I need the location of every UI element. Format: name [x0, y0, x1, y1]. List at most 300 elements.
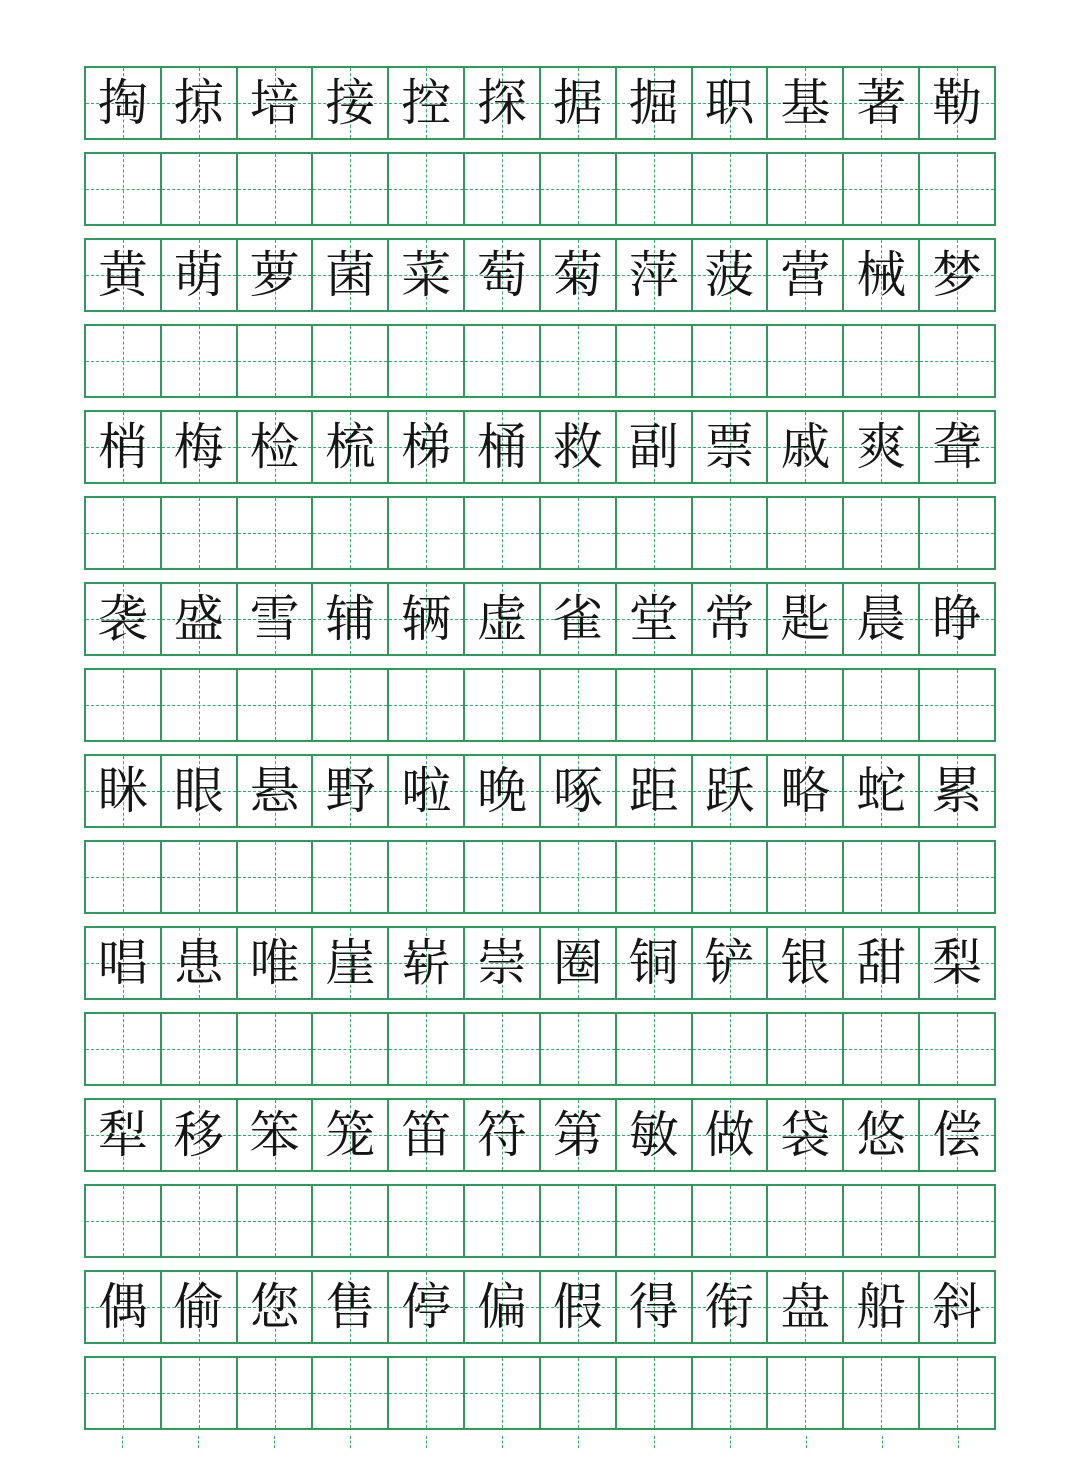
blank-practice-cell: [844, 154, 920, 224]
guide-tick: [84, 1436, 160, 1456]
character-cell: [86, 584, 162, 654]
blank-practice-cell: [162, 326, 238, 396]
blank-practice-cell: [162, 670, 238, 740]
character-cell: [313, 68, 389, 138]
character-cell: [313, 756, 389, 826]
character-cell: [162, 584, 238, 654]
blank-practice-cell: [238, 842, 314, 912]
character-cell: [844, 584, 920, 654]
blank-practice-cell: [162, 1186, 238, 1256]
character-cell: [86, 756, 162, 826]
character-cell: [920, 68, 996, 138]
character-row: [84, 410, 996, 484]
character-cell: [920, 412, 996, 482]
hanzi-character: 晨: [856, 590, 907, 648]
character-cell: [768, 756, 844, 826]
guide-tick: [540, 1436, 616, 1456]
blank-practice-cell: [465, 670, 541, 740]
character-cell: [238, 68, 314, 138]
hanzi-character: 银: [780, 934, 831, 992]
blank-practice-cell: [389, 154, 465, 224]
character-cell: [313, 412, 389, 482]
character-cell: [768, 240, 844, 310]
blank-practice-cell: [465, 154, 541, 224]
hanzi-character: 啦: [401, 762, 452, 820]
blank-practice-cell: [844, 498, 920, 568]
character-cell: [844, 756, 920, 826]
hanzi-character: 移: [173, 1106, 224, 1164]
character-cell: [238, 756, 314, 826]
hanzi-character: 偏: [477, 1278, 528, 1336]
blank-practice-cell: [617, 498, 693, 568]
blank-practice-cell: [920, 498, 996, 568]
blank-practice-cell: [920, 1358, 996, 1428]
blank-practice-cell: [389, 842, 465, 912]
character-row: [84, 582, 996, 656]
hanzi-character: 船: [856, 1278, 907, 1336]
hanzi-character: 梦: [932, 246, 983, 304]
hanzi-character: 野: [325, 762, 376, 820]
character-cell: [541, 68, 617, 138]
character-cell: [238, 240, 314, 310]
character-cell: [617, 1272, 693, 1342]
hanzi-character: 掏: [97, 74, 148, 132]
blank-practice-cell: [162, 154, 238, 224]
blank-practice-cell: [162, 1358, 238, 1428]
character-cell: [844, 240, 920, 310]
blank-practice-cell: [844, 842, 920, 912]
hanzi-character: 售: [325, 1278, 376, 1336]
character-cell: [162, 412, 238, 482]
blank-practice-cell: [465, 498, 541, 568]
blank-practice-cell: [693, 154, 769, 224]
hanzi-character: 偷: [173, 1278, 224, 1336]
blank-practice-cell: [617, 1186, 693, 1256]
blank-practice-cell: [389, 1186, 465, 1256]
guide-tick: [464, 1436, 540, 1456]
blank-practice-cell: [844, 1014, 920, 1084]
character-cell: [238, 928, 314, 998]
character-cell: [389, 240, 465, 310]
blank-practice-cell: [238, 670, 314, 740]
character-cell: [617, 240, 693, 310]
practice-row: [84, 1356, 996, 1430]
hanzi-character: 眯: [97, 762, 148, 820]
character-cell: [693, 412, 769, 482]
guide-tick: [844, 1436, 920, 1456]
blank-practice-cell: [693, 326, 769, 396]
practice-sheet: [84, 66, 996, 1442]
blank-practice-cell: [313, 154, 389, 224]
hanzi-character: 袋: [780, 1106, 831, 1164]
blank-practice-cell: [617, 670, 693, 740]
hanzi-character: 敏: [628, 1106, 679, 1164]
hanzi-character: 著: [856, 74, 907, 132]
character-cell: [844, 68, 920, 138]
character-cell: [844, 1100, 920, 1170]
blank-practice-cell: [541, 1358, 617, 1428]
character-cell: [162, 1272, 238, 1342]
hanzi-character: 晚: [477, 762, 528, 820]
hanzi-character: 笛: [401, 1106, 452, 1164]
hanzi-character: 袭: [97, 590, 148, 648]
blank-practice-cell: [313, 326, 389, 396]
character-cell: [617, 584, 693, 654]
character-row: [84, 66, 996, 140]
character-cell: [238, 1272, 314, 1342]
blank-practice-cell: [238, 154, 314, 224]
blank-practice-cell: [844, 326, 920, 396]
hanzi-character: 械: [856, 246, 907, 304]
blank-practice-cell: [768, 842, 844, 912]
character-cell: [389, 1100, 465, 1170]
blank-practice-cell: [920, 670, 996, 740]
hanzi-character: 匙: [780, 590, 831, 648]
blank-practice-cell: [313, 1186, 389, 1256]
character-cell: [541, 412, 617, 482]
hanzi-character: 崇: [477, 934, 528, 992]
character-cell: [465, 68, 541, 138]
blank-practice-cell: [313, 1358, 389, 1428]
blank-practice-cell: [768, 154, 844, 224]
guide-tick: [236, 1436, 312, 1456]
character-cell: [617, 412, 693, 482]
character-cell: [920, 584, 996, 654]
hanzi-character: 梅: [173, 418, 224, 476]
practice-row: [84, 496, 996, 570]
blank-practice-cell: [389, 1358, 465, 1428]
hanzi-character: 悬: [249, 762, 300, 820]
grid-continuation: [84, 1436, 996, 1456]
blank-practice-cell: [920, 1014, 996, 1084]
hanzi-character: 铲: [704, 934, 755, 992]
blank-practice-cell: [768, 498, 844, 568]
blank-practice-cell: [541, 498, 617, 568]
hanzi-character: 聋: [932, 418, 983, 476]
blank-practice-cell: [617, 154, 693, 224]
hanzi-character: 桶: [477, 418, 528, 476]
character-cell: [162, 240, 238, 310]
character-cell: [693, 240, 769, 310]
character-row: [84, 1098, 996, 1172]
hanzi-character: 营: [780, 246, 831, 304]
blank-practice-cell: [920, 326, 996, 396]
guide-tick: [160, 1436, 236, 1456]
blank-practice-cell: [238, 1014, 314, 1084]
character-cell: [541, 1100, 617, 1170]
character-cell: [693, 584, 769, 654]
blank-practice-cell: [768, 1186, 844, 1256]
character-cell: [465, 412, 541, 482]
hanzi-character: 盘: [780, 1278, 831, 1336]
hanzi-character: 睁: [932, 590, 983, 648]
character-cell: [768, 1272, 844, 1342]
blank-practice-cell: [162, 842, 238, 912]
blank-practice-cell: [162, 1014, 238, 1084]
character-cell: [844, 1272, 920, 1342]
guide-tick: [768, 1436, 844, 1456]
hanzi-character: 斜: [932, 1278, 983, 1336]
character-cell: [313, 584, 389, 654]
hanzi-character: 铜: [628, 934, 679, 992]
hanzi-character: 票: [704, 418, 755, 476]
blank-practice-cell: [541, 1186, 617, 1256]
hanzi-character: 甜: [856, 934, 907, 992]
character-cell: [465, 756, 541, 826]
hanzi-character: 眼: [173, 762, 224, 820]
hanzi-character: 做: [704, 1106, 755, 1164]
blank-practice-cell: [541, 154, 617, 224]
blank-practice-cell: [313, 498, 389, 568]
hanzi-character: 距: [628, 762, 679, 820]
character-cell: [465, 928, 541, 998]
blank-practice-cell: [920, 842, 996, 912]
hanzi-character: 勒: [932, 74, 983, 132]
character-cell: [541, 584, 617, 654]
hanzi-character: 崖: [325, 934, 376, 992]
character-cell: [86, 1272, 162, 1342]
character-cell: [465, 584, 541, 654]
character-cell: [238, 584, 314, 654]
blank-practice-cell: [768, 326, 844, 396]
blank-practice-cell: [844, 1358, 920, 1428]
character-cell: [693, 68, 769, 138]
hanzi-character: 圈: [552, 934, 603, 992]
hanzi-character: 梯: [401, 418, 452, 476]
hanzi-character: 衔: [704, 1278, 755, 1336]
blank-practice-cell: [389, 498, 465, 568]
practice-row: [84, 1012, 996, 1086]
character-cell: [162, 68, 238, 138]
hanzi-character: 唱: [97, 934, 148, 992]
blank-practice-cell: [465, 1014, 541, 1084]
blank-practice-cell: [541, 326, 617, 396]
hanzi-character: 常: [704, 590, 755, 648]
hanzi-character: 略: [780, 762, 831, 820]
hanzi-character: 萍: [628, 246, 679, 304]
hanzi-character: 黄: [97, 246, 148, 304]
blank-practice-cell: [844, 670, 920, 740]
blank-practice-cell: [693, 670, 769, 740]
guide-tick: [616, 1436, 692, 1456]
guide-tick: [692, 1436, 768, 1456]
guide-tick: [920, 1436, 996, 1456]
character-cell: [313, 240, 389, 310]
character-cell: [465, 1100, 541, 1170]
practice-row: [84, 152, 996, 226]
hanzi-character: 救: [552, 418, 603, 476]
hanzi-character: 患: [173, 934, 224, 992]
guide-tick: [388, 1436, 464, 1456]
blank-practice-cell: [768, 670, 844, 740]
character-row: [84, 754, 996, 828]
hanzi-character: 蛇: [856, 762, 907, 820]
blank-practice-cell: [86, 326, 162, 396]
character-cell: [162, 928, 238, 998]
blank-practice-cell: [465, 1186, 541, 1256]
character-cell: [313, 1272, 389, 1342]
character-cell: [86, 928, 162, 998]
hanzi-character: 盛: [173, 590, 224, 648]
character-cell: [313, 1100, 389, 1170]
blank-practice-cell: [541, 670, 617, 740]
character-cell: [238, 412, 314, 482]
blank-practice-cell: [313, 842, 389, 912]
hanzi-character: 检: [249, 418, 300, 476]
character-cell: [768, 68, 844, 138]
hanzi-character: 符: [477, 1106, 528, 1164]
blank-practice-cell: [389, 670, 465, 740]
hanzi-character: 菌: [325, 246, 376, 304]
hanzi-character: 您: [249, 1278, 300, 1336]
blank-practice-cell: [465, 326, 541, 396]
hanzi-character: 梨: [932, 934, 983, 992]
blank-practice-cell: [693, 1014, 769, 1084]
hanzi-character: 累: [932, 762, 983, 820]
blank-practice-cell: [465, 1358, 541, 1428]
hanzi-character: 掘: [628, 74, 679, 132]
blank-practice-cell: [86, 154, 162, 224]
blank-practice-cell: [920, 154, 996, 224]
blank-practice-cell: [768, 1014, 844, 1084]
hanzi-character: 悠: [856, 1106, 907, 1164]
character-cell: [389, 756, 465, 826]
hanzi-character: 唯: [249, 934, 300, 992]
blank-practice-cell: [86, 1358, 162, 1428]
character-cell: [920, 1272, 996, 1342]
hanzi-character: 爽: [856, 418, 907, 476]
character-cell: [86, 412, 162, 482]
blank-practice-cell: [86, 1014, 162, 1084]
hanzi-character: 萄: [477, 246, 528, 304]
blank-practice-cell: [86, 1186, 162, 1256]
character-cell: [768, 928, 844, 998]
blank-practice-cell: [541, 842, 617, 912]
character-cell: [844, 412, 920, 482]
hanzi-character: 据: [552, 74, 603, 132]
blank-practice-cell: [617, 842, 693, 912]
hanzi-character: 萌: [173, 246, 224, 304]
blank-practice-cell: [313, 670, 389, 740]
practice-row: [84, 668, 996, 742]
blank-practice-cell: [920, 1186, 996, 1256]
blank-practice-cell: [617, 326, 693, 396]
character-cell: [541, 756, 617, 826]
practice-row: [84, 324, 996, 398]
character-cell: [617, 1100, 693, 1170]
character-cell: [920, 756, 996, 826]
hanzi-character: 崭: [401, 934, 452, 992]
hanzi-character: 笨: [249, 1106, 300, 1164]
blank-practice-cell: [844, 1186, 920, 1256]
character-cell: [920, 1100, 996, 1170]
character-cell: [86, 240, 162, 310]
character-cell: [238, 1100, 314, 1170]
character-row: [84, 238, 996, 312]
character-cell: [86, 1100, 162, 1170]
hanzi-character: 梢: [97, 418, 148, 476]
character-cell: [768, 1100, 844, 1170]
hanzi-character: 跃: [704, 762, 755, 820]
blank-practice-cell: [617, 1014, 693, 1084]
hanzi-character: 掠: [173, 74, 224, 132]
character-cell: [920, 928, 996, 998]
character-cell: [313, 928, 389, 998]
blank-practice-cell: [693, 1186, 769, 1256]
character-cell: [617, 756, 693, 826]
guide-tick: [312, 1436, 388, 1456]
character-row: [84, 926, 996, 1000]
character-cell: [465, 240, 541, 310]
hanzi-character: 控: [401, 74, 452, 132]
character-cell: [389, 1272, 465, 1342]
hanzi-character: 副: [628, 418, 679, 476]
hanzi-character: 菜: [401, 246, 452, 304]
hanzi-character: 萝: [249, 246, 300, 304]
blank-practice-cell: [693, 498, 769, 568]
blank-practice-cell: [238, 1186, 314, 1256]
character-cell: [693, 756, 769, 826]
character-cell: [617, 68, 693, 138]
blank-practice-cell: [238, 498, 314, 568]
practice-row: [84, 1184, 996, 1258]
character-cell: [768, 412, 844, 482]
character-cell: [465, 1272, 541, 1342]
blank-practice-cell: [693, 1358, 769, 1428]
blank-practice-cell: [86, 498, 162, 568]
blank-practice-cell: [238, 1358, 314, 1428]
character-cell: [768, 584, 844, 654]
character-cell: [389, 68, 465, 138]
practice-row: [84, 840, 996, 914]
character-cell: [541, 928, 617, 998]
hanzi-character: 菊: [552, 246, 603, 304]
character-cell: [162, 756, 238, 826]
blank-practice-cell: [768, 1358, 844, 1428]
character-cell: [389, 412, 465, 482]
hanzi-character: 戚: [780, 418, 831, 476]
blank-practice-cell: [617, 1358, 693, 1428]
blank-practice-cell: [86, 670, 162, 740]
blank-practice-cell: [238, 326, 314, 396]
character-cell: [693, 928, 769, 998]
character-cell: [693, 1100, 769, 1170]
hanzi-character: 笼: [325, 1106, 376, 1164]
hanzi-character: 菠: [704, 246, 755, 304]
blank-practice-cell: [389, 326, 465, 396]
hanzi-character: 得: [628, 1278, 679, 1336]
blank-practice-cell: [162, 498, 238, 568]
character-cell: [617, 928, 693, 998]
hanzi-character: 偶: [97, 1278, 148, 1336]
hanzi-character: 停: [401, 1278, 452, 1336]
blank-practice-cell: [693, 842, 769, 912]
hanzi-character: 第: [552, 1106, 603, 1164]
hanzi-character: 偿: [932, 1106, 983, 1164]
character-cell: [844, 928, 920, 998]
character-cell: [86, 68, 162, 138]
hanzi-character: 辆: [401, 590, 452, 648]
character-cell: [162, 1100, 238, 1170]
blank-practice-cell: [465, 842, 541, 912]
hanzi-character: 职: [704, 74, 755, 132]
blank-practice-cell: [313, 1014, 389, 1084]
character-cell: [541, 240, 617, 310]
character-row: [84, 1270, 996, 1344]
hanzi-character: 辅: [325, 590, 376, 648]
hanzi-character: 培: [249, 74, 300, 132]
hanzi-character: 梳: [325, 418, 376, 476]
